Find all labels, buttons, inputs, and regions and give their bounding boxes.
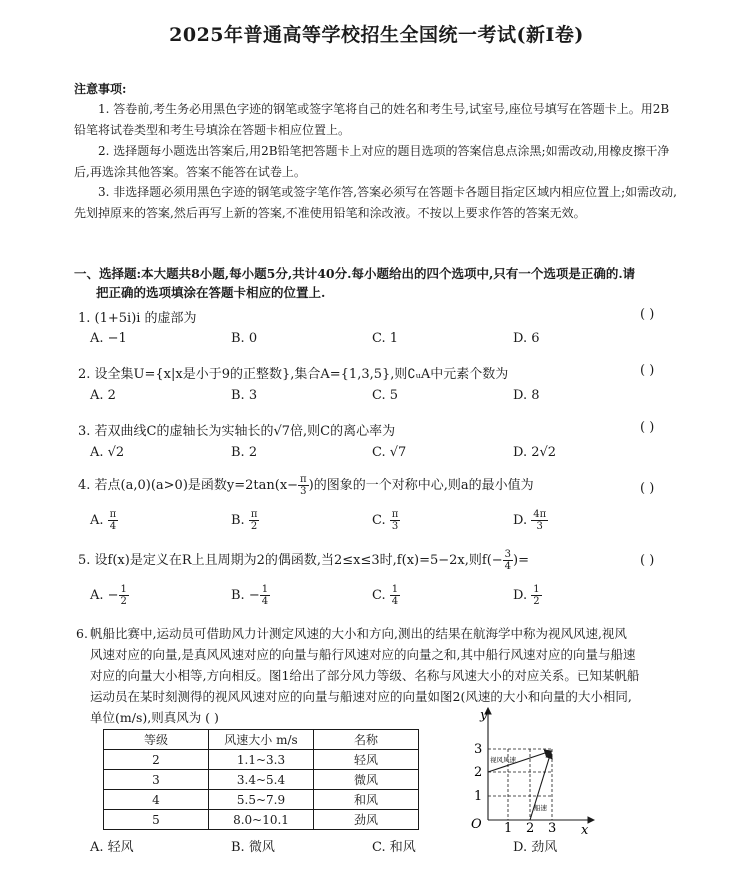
option-letter: C. xyxy=(372,513,386,528)
fraction-denominator: 3 xyxy=(391,521,399,532)
section-heading-line2: 把正确的选项填涂在答题卡相应的位置上. xyxy=(96,285,326,300)
fraction-numerator: 1 xyxy=(391,584,399,595)
table-cell: 5 xyxy=(104,810,209,830)
wind-level-table xyxy=(103,729,419,830)
section-heading xyxy=(74,264,684,302)
q6-option-b[interactable]: B. 微风 xyxy=(231,840,275,855)
fraction-denominator: 2 xyxy=(533,596,540,607)
fraction-numerator: 1 xyxy=(261,584,269,595)
option-fraction xyxy=(119,584,129,607)
notice-heading: 注意事项: xyxy=(74,82,127,96)
q2-option-a[interactable]: A. 2 xyxy=(90,388,116,403)
option-letter: A. − xyxy=(90,588,119,603)
option-letter: B. − xyxy=(231,588,260,603)
q4-stem-part1: 4. 若点(a,0)(a>0)是函数y=2tan(x− xyxy=(78,478,299,493)
notice-item-3: 3. 非选择题必须用黑色字迹的钢笔或签字笔作答,答案必须写在答题卡各题目指定区域内相应位置上;如需改动,先划掉原来的答案,然后再写上新的答案,不准使用铅笔和涂改液。不按以上要求作答的答案无效。 xyxy=(74,185,677,220)
y-axis-label: y xyxy=(480,708,488,723)
q1-option-b[interactable]: B. 0 xyxy=(231,331,258,346)
notice-item-1: 1. 答卷前,考生务必用黑色字迹的钢笔或签字笔将自己的姓名和考生号,试室号,座位号填写在答题卡上。用2B铅笔将试卷类型和考生号填涂在答题卡相应位置上。 xyxy=(74,102,670,137)
table-row xyxy=(104,770,419,790)
q6-line: 运动员在某时刻测得的视风风速对应的向量与船速对应的向量如图2(风速的大小和向量的大小相同, xyxy=(90,689,632,704)
table-cell: 3.4~5.4 xyxy=(209,770,314,790)
q2-option-d[interactable]: D. 8 xyxy=(513,388,540,403)
q6-option-c[interactable]: C. 和风 xyxy=(372,840,416,855)
q6-line: 风速对应的向量,是真风风速对应的向量与船行风速对应的向量之和,其中船行风速对应的向量与船速 xyxy=(90,647,636,662)
table-row xyxy=(104,810,419,830)
q4-option-c[interactable] xyxy=(372,509,400,532)
x-tick-label: 2 xyxy=(526,821,535,836)
q4-stem-part2: )的图象的一个对称中心,则a的最小值为 xyxy=(308,478,534,493)
x-tick-label: 1 xyxy=(504,821,513,836)
option-fraction xyxy=(249,509,260,532)
table-cell: 微风 xyxy=(314,770,419,790)
fraction-numerator: 1 xyxy=(533,584,540,595)
fraction-denominator: 2 xyxy=(120,596,127,607)
q2-option-b[interactable]: B. 3 xyxy=(231,388,258,403)
q5-answer-paren[interactable]: ( ) xyxy=(640,553,655,568)
q4-answer-paren[interactable]: ( ) xyxy=(640,481,655,496)
origin-label: O xyxy=(471,817,482,832)
q3-option-d[interactable]: D. 2√2 xyxy=(513,445,557,460)
q1-option-d[interactable]: D. 6 xyxy=(513,331,540,346)
notice-item-2: 2. 选择题每小题选出答案后,用2B铅笔把答题卡上对应的题目选项的答案信息点涂黑;如需改动,用橡皮擦干净后,再选涂其他答案。答案不能答在试卷上。 xyxy=(74,144,670,179)
q3-option-c[interactable]: C. √7 xyxy=(372,445,407,460)
vector-figure xyxy=(466,702,606,837)
q1-stem: 1. (1+5i)i 的虚部为 xyxy=(78,311,197,326)
fraction-numerator: 1 xyxy=(120,584,127,595)
q5-stem-part1: 5. 设f(x)是定义在R上且周期为2的偶函数,当2≤x≤3时,f(x)=5−2x,则f(− xyxy=(78,553,503,568)
table-cell: 8.0~10.1 xyxy=(209,810,314,830)
fraction-denominator: 2 xyxy=(250,521,258,532)
option-letter: D. xyxy=(513,588,528,603)
q6-line: 帆船比赛中,运动员可借助风力计测定风速的大小和方向,测出的结果在航海学中称为视风风速,视风 xyxy=(90,626,627,641)
fraction-numerator: π xyxy=(300,474,307,485)
fraction-numerator: π xyxy=(391,509,399,520)
fraction-denominator: 4 xyxy=(109,521,117,532)
table-cell: 1.1~3.3 xyxy=(209,750,314,770)
fraction-numerator: π xyxy=(250,509,258,520)
y-tick-label: 1 xyxy=(474,789,483,804)
table-cell: 4 xyxy=(104,790,209,810)
q5-option-a[interactable] xyxy=(90,584,129,607)
fraction-denominator: 3 xyxy=(536,521,543,532)
q3-option-a[interactable]: A. √2 xyxy=(90,445,125,460)
fraction-numerator: π xyxy=(109,509,117,520)
table-cell: 劲风 xyxy=(314,810,419,830)
q1-answer-paren[interactable]: ( ) xyxy=(640,307,655,322)
q4-option-b[interactable] xyxy=(231,509,259,532)
option-letter: D. xyxy=(513,513,528,528)
table-cell: 5.5~7.9 xyxy=(209,790,314,810)
q6-number: 6. xyxy=(76,626,88,641)
table-header-cell: 风速大小 m/s xyxy=(209,730,314,750)
q3-option-b[interactable]: B. 2 xyxy=(231,445,258,460)
q6-option-a[interactable]: A. 轻风 xyxy=(90,840,134,855)
option-fraction xyxy=(108,509,119,532)
boat-speed-label: 船速 xyxy=(534,804,547,812)
table-cell: 2 xyxy=(104,750,209,770)
q5-option-b[interactable] xyxy=(231,584,270,607)
q6-option-d[interactable]: D. 劲风 xyxy=(513,840,558,855)
fraction-numerator: 4π xyxy=(533,509,547,520)
q5-stem xyxy=(78,549,529,572)
y-tick-label: 2 xyxy=(474,765,483,780)
q5-stem-part2: )= xyxy=(513,553,530,568)
q3-stem: 3. 若双曲线C的虚轴长为实轴长的√7倍,则C的离心率为 xyxy=(78,424,396,439)
q4-stem xyxy=(78,474,534,497)
option-letter: A. xyxy=(90,513,104,528)
option-fraction xyxy=(390,509,401,532)
option-fraction xyxy=(260,584,270,607)
x-axis-label: x xyxy=(581,823,589,837)
q1-option-c[interactable]: C. 1 xyxy=(372,331,399,346)
table-header-row xyxy=(104,730,419,750)
option-fraction xyxy=(531,509,548,532)
q6-line: 对应的向量大小相等,方向相反。图1给出了部分风力等级、名称与风速大小的对应关系。已知某帆船 xyxy=(90,668,640,683)
table-cell: 和风 xyxy=(314,790,419,810)
option-fraction xyxy=(531,584,541,607)
q5-stem-fraction xyxy=(503,549,513,572)
option-letter: B. xyxy=(231,513,245,528)
fraction-numerator: 3 xyxy=(504,549,512,560)
table-header-cell: 名称 xyxy=(314,730,419,750)
option-letter: C. xyxy=(372,588,386,603)
q4-option-a[interactable] xyxy=(90,509,118,532)
q2-answer-paren[interactable]: ( ) xyxy=(640,363,655,378)
x-tick-label: 3 xyxy=(548,821,557,836)
fraction-denominator: 4 xyxy=(391,596,399,607)
fraction-denominator: 4 xyxy=(504,561,512,572)
q4-option-d[interactable] xyxy=(513,509,548,532)
table-header-cell: 等级 xyxy=(104,730,209,750)
q2-option-c[interactable]: C. 5 xyxy=(372,388,399,403)
section-heading-line1: 一、选择题:本大题共8小题,每小题5分,共计40分.每小题给出的四个选项中,只有一个选项是正确的.请 xyxy=(74,266,636,281)
exam-title: 2025年普通高等学校招生全国统一考试(新Ⅰ卷) xyxy=(169,24,584,46)
q5-option-c[interactable] xyxy=(372,584,400,607)
q6-line: 单位(m/s),则真风为 ( ) xyxy=(90,710,219,725)
q3-answer-paren[interactable]: ( ) xyxy=(640,420,655,435)
table-cell: 轻风 xyxy=(314,750,419,770)
option-fraction xyxy=(390,584,400,607)
y-tick-label: 3 xyxy=(474,742,483,757)
table-cell: 3 xyxy=(104,770,209,790)
table-row xyxy=(104,750,419,770)
q4-stem-fraction xyxy=(298,474,309,497)
q1-option-a[interactable]: A. −1 xyxy=(90,331,127,346)
fraction-denominator: 3 xyxy=(300,486,307,497)
q2-stem: 2. 设全集U={x|x是小于9的正整数},集合A={1,3,5},则∁ᵤA中元素个数为 xyxy=(78,367,509,382)
table-row xyxy=(104,790,419,810)
q5-option-d[interactable] xyxy=(513,584,542,607)
apparent-wind-label: 视风风速 xyxy=(490,756,516,764)
fraction-denominator: 4 xyxy=(261,596,269,607)
